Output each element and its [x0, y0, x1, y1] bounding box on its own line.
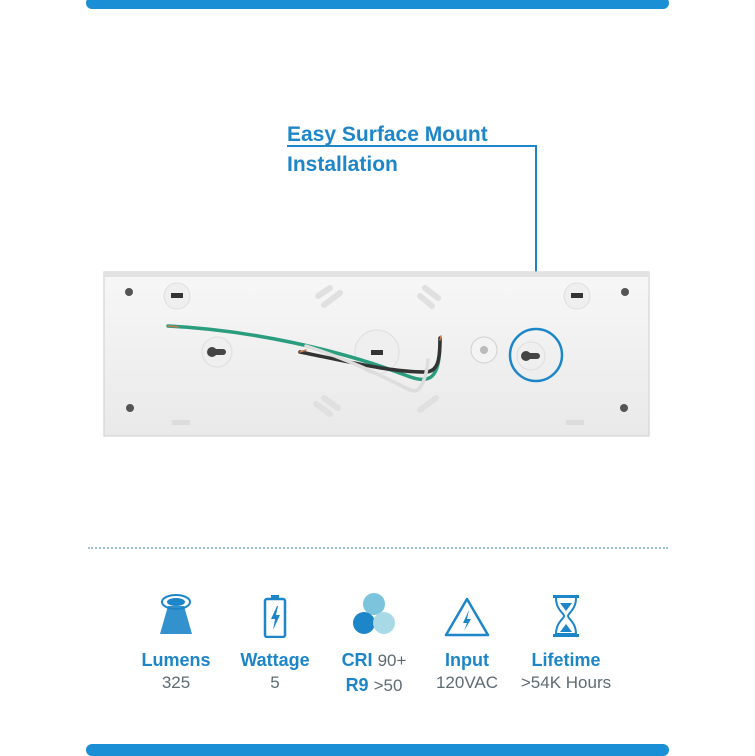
callout-text: [287, 120, 488, 180]
top-accent-bar: [86, 0, 669, 9]
spec-label: [330, 649, 418, 672]
warning-triangle-icon: [443, 596, 491, 638]
mounting-plate: [104, 272, 649, 436]
spec-value: 120VAC: [435, 673, 499, 692]
spec-label: Wattage: [240, 650, 310, 670]
spec-label: Lifetime: [531, 650, 601, 670]
spec-label: Lumens: [141, 650, 211, 670]
divider: [88, 547, 668, 549]
r9-value: >50: [373, 676, 403, 695]
r9-label: R9: [345, 675, 369, 695]
callout-line-1: Easy Surface Mount: [287, 123, 488, 146]
spec-value: 5: [270, 673, 280, 692]
spec-cri: [330, 590, 418, 697]
keyhole-highlight-circle: [510, 329, 562, 381]
spec-lumens: [136, 590, 216, 695]
spec-value: >54K Hours: [520, 673, 612, 692]
bottom-accent-bar: [86, 744, 669, 756]
spec-label-r9: [330, 674, 418, 697]
color-circles-icon: [351, 592, 397, 638]
battery-icon: [263, 594, 287, 638]
hourglass-icon: [551, 594, 581, 638]
cri-value: 90+: [377, 651, 407, 670]
spec-lifetime: [510, 590, 622, 695]
lumens-icon: [156, 592, 196, 638]
spec-value: 325: [161, 673, 191, 692]
cri-label: CRI: [341, 650, 373, 670]
spec-input: [427, 590, 507, 695]
spec-wattage: [231, 590, 319, 695]
spec-label: Input: [445, 650, 489, 670]
callout-line-2: Installation: [287, 153, 398, 176]
wires: [168, 326, 441, 391]
